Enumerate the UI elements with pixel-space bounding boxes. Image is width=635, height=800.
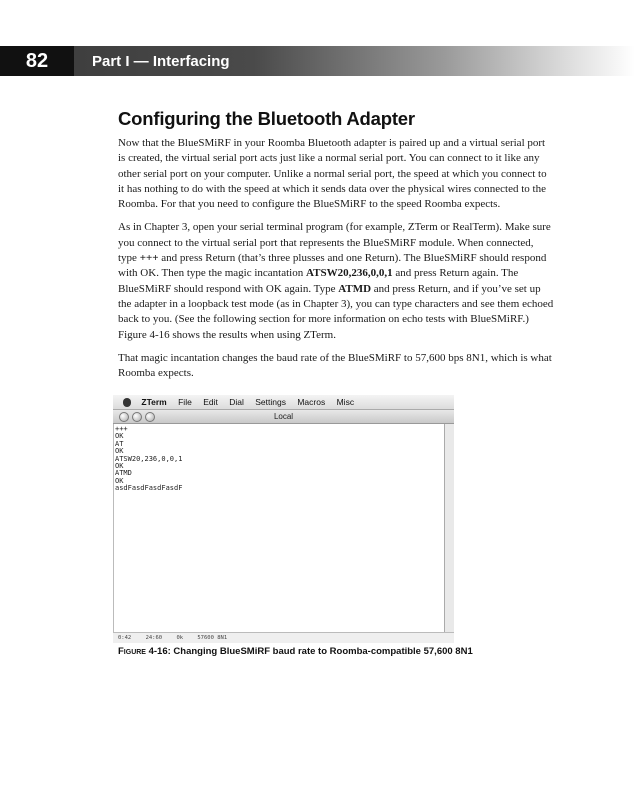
status-bar — [113, 632, 454, 643]
menu-edit[interactable]: Edit — [203, 397, 218, 407]
window-titlebar[interactable] — [113, 410, 454, 424]
apple-icon[interactable] — [123, 398, 131, 407]
menu-macros[interactable]: Macros — [297, 397, 326, 407]
terminal-line: ATMD — [115, 469, 132, 478]
terminal-line: OK — [115, 462, 124, 471]
menu-dial[interactable]: Dial — [229, 397, 244, 407]
menu-app-zterm[interactable]: ZTerm — [141, 397, 167, 407]
atmd-command: ATMD — [338, 282, 372, 295]
status-baud: 57600 8N1 — [197, 635, 228, 641]
plus-command: +++ — [139, 252, 159, 265]
status-time: 0:42 — [118, 635, 132, 641]
paragraph-1: Now that the BlueSMiRF in your Roomba Bluetooth adapter is paired up and a virtual serial port is created, the virtual serial port acts just like a normal serial port. You can connect to it like any other serial port on your computer. Unlike a normal serial port, the speed at which you connect to it has nothing to do with the speed at which it sends data over the physical wires connected to the Roomba. For that you need to configure the BlueSMiRF to the speed Roomba expects. — [118, 137, 547, 211]
terminal-line: ATSW20,236,0,0,1 — [115, 454, 183, 463]
caption-text: Changing BlueSMiRF baud rate to Roomba-compatible 57,600 8N1 — [170, 646, 473, 657]
caption-lead: Figure 4-16: — [118, 646, 171, 657]
terminal-line: OK — [115, 476, 124, 485]
terminal-line: +++ — [115, 425, 128, 433]
page-number: 82 — [0, 46, 74, 76]
vertical-scrollbar[interactable] — [444, 424, 454, 633]
status-bytes: 0k — [176, 635, 184, 641]
paragraph-3: That magic incantation changes the baud rate of the BlueSMiRF to 57,600 bps 8N1, which is what Roomba expects. — [118, 351, 552, 380]
section-content — [118, 108, 554, 389]
terminal-line: asdFasdFasdFasdF — [115, 484, 183, 493]
menu-misc[interactable]: Misc — [336, 397, 355, 407]
atsw-command: ATSW20,236,0,0,1 — [305, 267, 393, 280]
terminal-line: AT — [115, 439, 124, 448]
window-title: Local — [273, 412, 294, 421]
status-size: 24:60 — [145, 635, 163, 641]
part-label: Part I — Interfacing — [92, 53, 230, 70]
running-header — [0, 46, 635, 76]
zterm-screenshot — [113, 395, 454, 643]
menu-file[interactable]: File — [178, 397, 192, 407]
terminal-line: OK — [115, 432, 124, 441]
mac-menubar — [113, 395, 454, 410]
section-title: Configuring the Bluetooth Adapter — [118, 108, 415, 129]
terminal-output[interactable] — [113, 424, 444, 633]
menu-settings[interactable]: Settings — [255, 397, 286, 407]
terminal-line: OK — [115, 447, 124, 456]
paragraph-2: As in Chapter 3, open your serial terminal program (for example, ZTerm or RealTerm). Make sure you connect to the virtual serial port that represents the BlueSMiRF module. When connected, type +++ and press Return (that’s three plusses and one Return). The BlueSMiRF should respond with OK. Then type the magic incantation ATSW20,236,0,0,1 and press Return again. The BlueSMiRF should respond with OK again. Type ATMD and press Return, and if you’ve set up the adapter in a loopback test mode (as in Chapter 3), you can type characters and see them echoed back to you. (See the following section for more information on echo tests with BlueSMiRF.) Figure 4-16 shows the results when using ZTerm. — [118, 221, 554, 341]
figure-caption — [118, 646, 473, 657]
